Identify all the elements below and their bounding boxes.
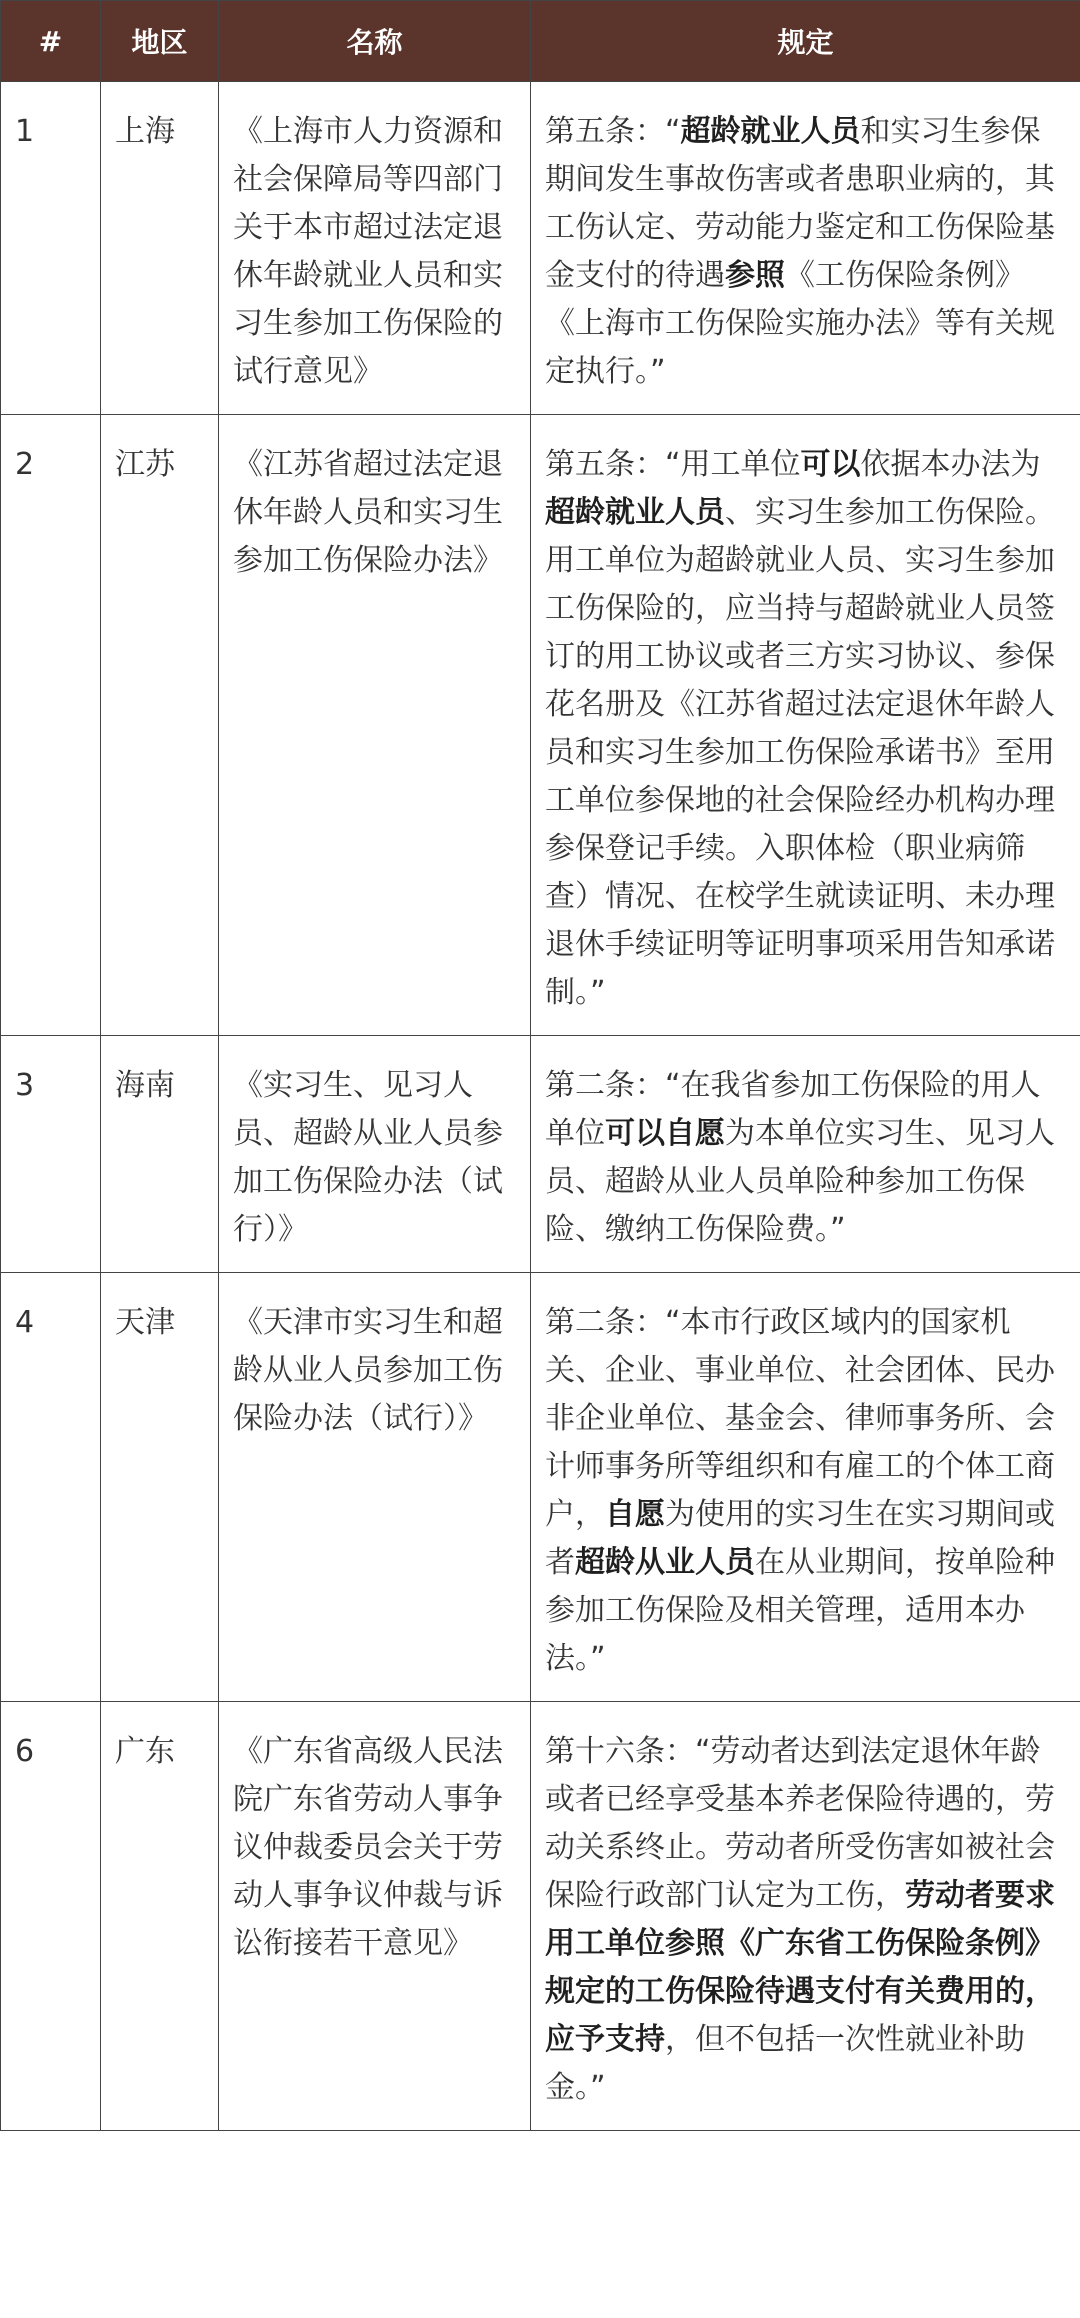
row-document-name: 《天津市实习生和超龄从业人员参加工伤保险办法（试行）》 <box>219 1273 531 1702</box>
row-rule-text <box>531 415 1080 1036</box>
rule-segment: 第五条：“用工单位 <box>545 447 801 482</box>
rule-segment: 《工伤保险条例》《上海市工伤保险实施办法》等有关规定执行。” <box>545 258 1055 389</box>
row-document-name: 《上海市人力资源和社会保障局等四部门关于本市超过法定退休年龄就业人员和实习生参加工伤保险的试行意见》 <box>219 82 531 415</box>
rule-segment: 为本单位实习生、见习人员、超龄从业人员单险种参加工伤保险、缴纳工伤保险费。” <box>545 1116 1055 1247</box>
row-number: 2 <box>1 415 101 1036</box>
header-row <box>1 1 1080 82</box>
rule-emphasis: 可以自愿 <box>605 1116 725 1151</box>
header-name: 名称 <box>219 1 531 82</box>
rule-segment: 依据本办法为 <box>860 447 1041 482</box>
rule-emphasis: 超龄从业人员 <box>575 1545 755 1580</box>
header-rule: 规定 <box>531 1 1080 82</box>
rule-segment: 第十六条：“劳动者达到法定退休年龄或者已经享受基本养老保险待遇的，劳动关系终止。劳动者所受伤害如被社会保险行政部门认定为工伤， <box>545 1734 1055 1913</box>
row-region: 上海 <box>101 82 219 415</box>
rule-emphasis: 超龄就业人员 <box>545 495 725 530</box>
row-region: 天津 <box>101 1273 219 1702</box>
table-row <box>1 1273 1080 1702</box>
table-row <box>1 1702 1080 2131</box>
row-number: 1 <box>1 82 101 415</box>
rule-segment: 和实习生参保期间发生事故伤害或者患职业病的，其工伤认定、劳动能力鉴定和工伤保险基金支付的待遇 <box>545 114 1055 293</box>
row-region: 海南 <box>101 1036 219 1273</box>
row-document-name: 《实习生、见习人员、超龄从业人员参加工伤保险办法（试行）》 <box>219 1036 531 1273</box>
table-row <box>1 1036 1080 1273</box>
table-row <box>1 82 1080 415</box>
row-rule-text <box>531 82 1080 415</box>
row-number: 3 <box>1 1036 101 1273</box>
row-region: 广东 <box>101 1702 219 2131</box>
rule-segment: 、实习生参加工伤保险。用工单位为超龄就业人员、实习生参加工伤保险的，应当持与超龄就业人员签订的用工协议或者三方实习协议、参保花名册及《江苏省超过法定退休年龄人员和实习生参加工伤保险承诺书》至用工单位参保地的社会保险经办机构办理参保登记手续。入职体检（职业病筛查）情况、在校学生就读证明、未办理退休手续证明等证明事项采用告知承诺制。” <box>545 495 1055 1010</box>
rule-segment: 第二条：“本市行政区域内的国家机关、企业、事业单位、社会团体、民办非企业单位、基金会、律师事务所、会计师事务所等组织和有雇工的个体工商户， <box>545 1305 1055 1532</box>
header-region: 地区 <box>101 1 219 82</box>
rule-emphasis: 超龄就业人员 <box>680 114 861 149</box>
row-number: 4 <box>1 1273 101 1702</box>
rule-segment: 为使用的实习生在实习期间或者 <box>545 1497 1055 1580</box>
rule-segment: 第五条：“ <box>545 114 681 149</box>
rule-emphasis: 自愿 <box>605 1497 665 1532</box>
row-document-name: 《广东省高级人民法院广东省劳动人事争议仲裁委员会关于劳动人事争议仲裁与诉讼衔接若干意见》 <box>219 1702 531 2131</box>
table-header <box>1 1 1080 82</box>
rule-emphasis: 参照 <box>725 258 785 293</box>
row-rule-text <box>531 1036 1080 1273</box>
table-row <box>1 415 1080 1036</box>
table-body <box>1 82 1080 2131</box>
rule-emphasis: 劳动者要求用工单位参照《广东省工伤保险条例》规定的工伤保险待遇支付有关费用的，应予支持 <box>545 1878 1055 2057</box>
row-region: 江苏 <box>101 415 219 1036</box>
rule-segment: 第二条：“在我省参加工伤保险的用人单位 <box>545 1068 1041 1151</box>
header-num: # <box>1 1 101 82</box>
rule-segment: ，但不包括一次性就业补助金。” <box>545 2022 1025 2105</box>
row-document-name: 《江苏省超过法定退休年龄人员和实习生参加工伤保险办法》 <box>219 415 531 1036</box>
rule-emphasis: 可以 <box>800 447 861 482</box>
row-rule-text <box>531 1702 1080 2131</box>
row-rule-text <box>531 1273 1080 1702</box>
row-number: 6 <box>1 1702 101 2131</box>
rule-segment: 在从业期间，按单险种参加工伤保险及相关管理，适用本办法。” <box>545 1545 1055 1676</box>
